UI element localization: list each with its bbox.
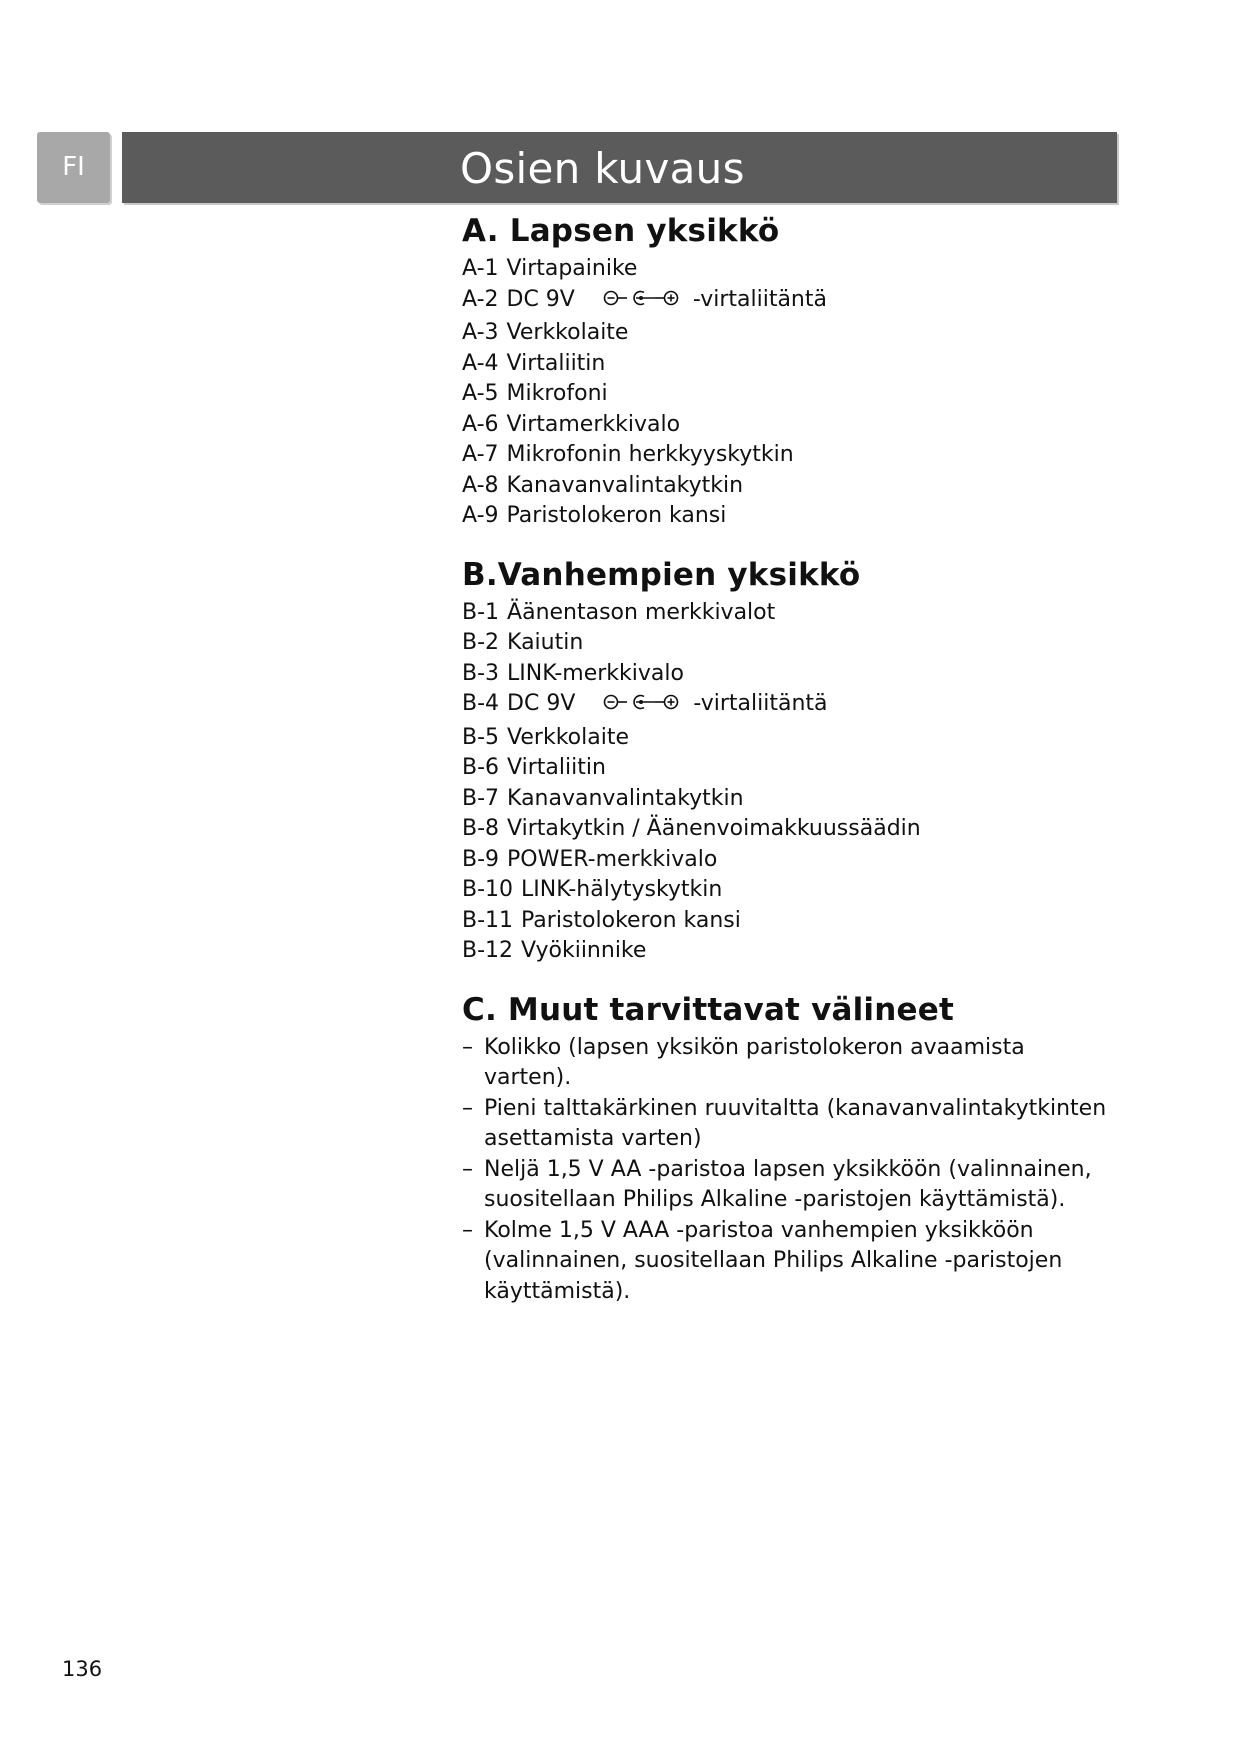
list-item: B-3 LINK-merkkivalo bbox=[462, 660, 684, 686]
tools-list bbox=[462, 1033, 1112, 1308]
list-item: A-1 Virtapainike bbox=[462, 256, 638, 281]
list-item: B-10 LINK-hälytyskytkin bbox=[462, 877, 723, 902]
language-tab: FI bbox=[37, 132, 110, 203]
list-item: B-4 DC 9V -virtaliitäntä bbox=[462, 689, 1112, 723]
list-item: B-8 Virtakytkin / Äänenvoimakkuussäädin bbox=[462, 816, 921, 841]
list-item: A-8 Kanavanvalintakytkin bbox=[462, 472, 744, 498]
list-item: A-7 Mikrofonin herkkyyskytkin bbox=[462, 442, 794, 467]
list-item: A-2 DC 9V -virtaliitäntä bbox=[462, 285, 1112, 319]
title-bar bbox=[122, 132, 1117, 203]
list-item: – Kolme 1,5 V AAA -paristoa vanhempien yksikköön (valinnainen, suositellaan Philips Alkaline -paristojen käyttämistä). bbox=[462, 1217, 1063, 1304]
list-item: A-6 Virtamerkkivalo bbox=[462, 411, 681, 437]
dc-polarity-icon bbox=[601, 287, 681, 319]
section-other-tools bbox=[462, 987, 1112, 1308]
dc-polarity-icon bbox=[601, 691, 681, 723]
section-parent-unit bbox=[462, 552, 1112, 967]
list-item: B-1 Äänentason merkkivalot bbox=[462, 599, 776, 625]
page-number: 136 bbox=[62, 1657, 103, 1681]
section-heading: A. Lapsen yksikkö bbox=[462, 213, 780, 249]
list-item: B-6 Virtaliitin bbox=[462, 755, 606, 780]
list-item: A-3 Verkkolaite bbox=[462, 320, 629, 345]
section-heading: C. Muut tarvittavat välineet bbox=[462, 991, 954, 1028]
list-item: A-4 Virtaliitin bbox=[462, 350, 606, 376]
parts-list bbox=[462, 598, 1112, 967]
list-item: B-11 Paristolokeron kansi bbox=[462, 907, 741, 933]
parts-list bbox=[462, 254, 1112, 532]
list-item: B-5 Verkkolaite bbox=[462, 724, 629, 750]
list-item: B-7 Kanavanvalintakytkin bbox=[462, 785, 744, 811]
list-item: – Kolikko (lapsen yksikön paristolokeron avaamista varten). bbox=[462, 1034, 1025, 1090]
page-title: Osien kuvaus bbox=[460, 144, 745, 193]
list-item: – Neljä 1,5 V AA -paristoa lapsen yksikköön (valinnainen, suositellaan Philips Alkaline -paristojen käyttämistä). bbox=[462, 1156, 1092, 1212]
list-item: – Pieni talttakärkinen ruuvitaltta (kanavanvalintakytkinten asettamista varten) bbox=[462, 1095, 1107, 1151]
section-heading: B.Vanhempien yksikkö bbox=[462, 556, 861, 593]
section-child-unit bbox=[462, 208, 1112, 532]
list-item: A-5 Mikrofoni bbox=[462, 381, 608, 406]
content bbox=[462, 208, 1112, 1307]
list-item: B-9 POWER-merkkivalo bbox=[462, 846, 718, 872]
list-item: B-2 Kaiutin bbox=[462, 630, 584, 655]
list-item: B-12 Vyökiinnike bbox=[462, 938, 647, 963]
list-item: A-9 Paristolokeron kansi bbox=[462, 503, 727, 528]
